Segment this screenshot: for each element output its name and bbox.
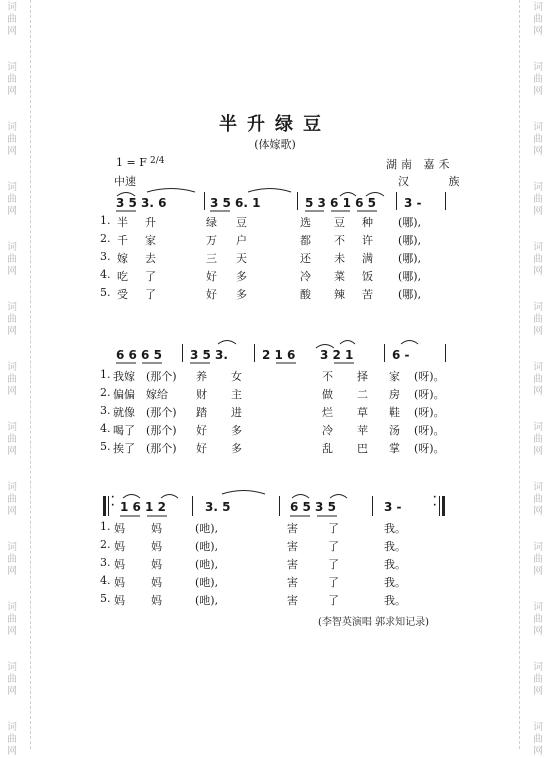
lyric-syllable: 菜 [334, 270, 345, 283]
measure: 6 - [392, 348, 410, 362]
lyric-syllable: 妈 [114, 594, 125, 607]
watermark-right: 词曲网 [533, 182, 543, 217]
watermark-right: 词曲网 [533, 2, 543, 37]
lyric-syllable: 好 [196, 424, 207, 437]
verse-number: 2. [100, 232, 111, 245]
lyric-syllable: (吔), [195, 576, 219, 589]
slur [292, 495, 309, 499]
lyric-syllable: (吔), [195, 594, 219, 607]
lyric-syllable: 妈 [151, 576, 162, 589]
lyric-syllable: 二 [357, 388, 368, 401]
lyric-syllable: 吃 [117, 270, 128, 283]
watermark-left: 词曲网 [7, 542, 17, 577]
lyric-syllable: 妈 [114, 522, 125, 535]
measure: 3 2 1 [320, 348, 354, 362]
region-credit: 湖南 嘉禾 [386, 158, 454, 171]
lyric-syllable: 做 [322, 388, 333, 401]
verse-number: 3. [100, 250, 111, 263]
measure: 1 6 1 2 [120, 500, 166, 514]
lyric-syllable: 房 [389, 388, 400, 401]
watermark-right: 词曲网 [533, 662, 543, 697]
lyric-syllable: (哪), [398, 270, 422, 283]
lyric-syllable: 家 [145, 234, 156, 247]
watermark-right: 词曲网 [533, 422, 543, 457]
verse-number: 1. [100, 214, 111, 227]
lyric-syllable: 苦 [362, 288, 373, 301]
lyric-syllable: 满 [362, 252, 373, 265]
lyric-syllable: 我。 [384, 540, 406, 553]
lyric-syllable: (那个) [146, 370, 177, 383]
lyric-syllable: 千 [117, 234, 128, 247]
lyric-syllable: 妈 [114, 540, 125, 553]
lyric-syllable: 豆 [334, 216, 345, 229]
slur [248, 189, 291, 193]
lyric-syllable: (呀)。 [414, 406, 445, 419]
measure: 5 3 6 1 6 5 [305, 196, 376, 210]
watermark-right: 词曲网 [533, 542, 543, 577]
lyric-syllable: 了 [145, 288, 156, 301]
lyric-syllable: (哪), [398, 234, 422, 247]
lyric-syllable: 种 [362, 216, 373, 229]
lyric-syllable: (那个) [146, 442, 177, 455]
lyric-syllable: 妈 [151, 522, 162, 535]
lyric-syllable: 草 [357, 406, 368, 419]
lyric-syllable: 了 [328, 576, 339, 589]
lyric-syllable: 女 [231, 370, 242, 383]
lyric-syllable: 喝了 [113, 424, 135, 437]
lyric-syllable: 三 [206, 252, 217, 265]
lyric-syllable: 汤 [389, 424, 400, 437]
measure: 3 5 3. 6 [116, 196, 167, 210]
lyric-syllable: 豆 [236, 216, 247, 229]
slur [366, 193, 384, 197]
lyric-syllable: (哪), [398, 216, 422, 229]
watermark-left: 词曲网 [7, 242, 17, 277]
measure: 6 6 6 5 [116, 348, 162, 362]
lyric-syllable: 绿 [206, 216, 217, 229]
lyric-syllable: 进 [231, 406, 242, 419]
lyric-syllable: 好 [196, 442, 207, 455]
lyric-syllable: 多 [231, 424, 242, 437]
performer-credit: (李智英演唱 郭求知记录) [318, 617, 429, 628]
lyric-syllable: 偏偏 [113, 388, 135, 401]
slur [401, 341, 418, 345]
verse-number: 1. [100, 520, 111, 533]
verse-number: 5. [100, 440, 111, 453]
lyric-syllable: 财 [196, 388, 207, 401]
lyric-syllable: 鞋 [389, 406, 400, 419]
lyric-syllable: 害 [287, 522, 298, 535]
measure: 6 5 3 5 [290, 500, 336, 514]
lyric-syllable: 多 [236, 288, 247, 301]
watermark-right: 词曲网 [533, 62, 543, 97]
lyric-syllable: 受 [117, 288, 128, 301]
verse-number: 5. [100, 286, 111, 299]
lyric-syllable: 冷 [300, 270, 311, 283]
lyric-syllable: 万 [206, 234, 217, 247]
lyric-syllable: (吔), [195, 558, 219, 571]
verse-number: 5. [100, 592, 111, 605]
lyric-syllable: 了 [328, 558, 339, 571]
lyric-syllable: 天 [236, 252, 247, 265]
lyric-syllable: (呀)。 [414, 370, 445, 383]
lyric-syllable: 害 [287, 558, 298, 571]
verse-number: 2. [100, 538, 111, 551]
watermark-right: 词曲网 [533, 482, 543, 517]
lyric-syllable: 嫁 [117, 252, 128, 265]
verse-number: 4. [100, 574, 111, 587]
lyric-syllable: (吔), [195, 522, 219, 535]
lyric-syllable: 养 [196, 370, 207, 383]
lyric-syllable: 酸 [300, 288, 311, 301]
verse-number: 4. [100, 268, 111, 281]
lyric-syllable: 未 [334, 252, 345, 265]
lyric-syllable: 许 [362, 234, 373, 247]
lyric-syllable: (吔), [195, 540, 219, 553]
repeat-dots-end: · · [433, 493, 437, 511]
lyric-syllable: 乱 [322, 442, 333, 455]
watermark-left: 词曲网 [7, 602, 17, 637]
watermark-left: 词曲网 [7, 422, 17, 457]
measure: 3. 5 [205, 500, 231, 514]
slur [340, 341, 355, 345]
measure: 3 - [404, 196, 422, 210]
lyric-syllable: 半 [117, 216, 128, 229]
watermark-right: 词曲网 [533, 602, 543, 637]
watermark-left: 词曲网 [7, 362, 17, 397]
lyric-syllable: 升 [145, 216, 156, 229]
lyric-syllable: 妈 [151, 594, 162, 607]
lyric-syllable: 了 [328, 540, 339, 553]
slur [117, 193, 135, 197]
repeat-dots-start: · · [111, 493, 115, 511]
lyric-syllable: 去 [145, 252, 156, 265]
lyric-syllable: 户 [236, 234, 247, 247]
lyric-syllable: 我嫁 [113, 370, 135, 383]
lyric-syllable: 我。 [384, 576, 406, 589]
watermark-right: 词曲网 [533, 362, 543, 397]
lyric-syllable: 还 [300, 252, 311, 265]
lyric-syllable: (呀)。 [414, 388, 445, 401]
watermark-left: 词曲网 [7, 62, 17, 97]
watermark-left: 词曲网 [7, 122, 17, 157]
lyric-syllable: 苹 [357, 424, 368, 437]
lyric-syllable: 害 [287, 594, 298, 607]
watermark-left: 词曲网 [7, 722, 17, 757]
watermark-left: 词曲网 [7, 662, 17, 697]
tempo-marking: 中速 [114, 175, 136, 188]
watermark-right: 词曲网 [533, 302, 543, 337]
lyric-syllable: 我。 [384, 522, 406, 535]
lyric-syllable: 烂 [322, 406, 333, 419]
lyric-syllable: (哪), [398, 252, 422, 265]
lyric-syllable: 家 [389, 370, 400, 383]
watermark-left: 词曲网 [7, 302, 17, 337]
verse-number: 3. [100, 404, 111, 417]
notation-credit: 汉 族 [398, 175, 478, 188]
verse-number: 2. [100, 386, 111, 399]
lyric-syllable: 不 [322, 370, 333, 383]
slur [330, 495, 347, 499]
lyric-syllable: 巴 [357, 442, 368, 455]
slur [316, 345, 334, 349]
lyric-syllable: 妈 [114, 558, 125, 571]
lyric-syllable: 不 [334, 234, 345, 247]
lyric-syllable: 择 [357, 370, 368, 383]
lyric-syllable: (那个) [146, 406, 177, 419]
watermark-left: 词曲网 [7, 2, 17, 37]
measure: 3 - [384, 500, 402, 514]
lyric-syllable: 害 [287, 576, 298, 589]
lyric-syllable: 掌 [389, 442, 400, 455]
lyric-syllable: 了 [328, 522, 339, 535]
lyric-syllable: 了 [145, 270, 156, 283]
slur [147, 189, 195, 193]
time-signature: 2/4 [150, 156, 165, 166]
measure: 3 5 6. 1 [210, 196, 261, 210]
watermark-right: 词曲网 [533, 722, 543, 757]
lyric-syllable: 好 [206, 270, 217, 283]
slur [340, 193, 356, 197]
key-signature: 1 = F [116, 156, 147, 169]
verse-number: 4. [100, 422, 111, 435]
lyric-syllable: 主 [231, 388, 242, 401]
slur [123, 495, 140, 499]
lyric-syllable: (呀)。 [414, 424, 445, 437]
verse-number: 1. [100, 368, 111, 381]
lyric-syllable: 妈 [151, 558, 162, 571]
lyric-syllable: 冷 [322, 424, 333, 437]
lyric-syllable: 了 [328, 594, 339, 607]
lyric-syllable: 就像 [113, 406, 135, 419]
slur [218, 341, 236, 345]
lyric-syllable: 选 [300, 216, 311, 229]
lyric-syllable: (哪), [398, 288, 422, 301]
measure: 2 1 6 [262, 348, 296, 362]
watermark-right: 词曲网 [533, 242, 543, 277]
lyric-syllable: 饭 [362, 270, 373, 283]
lyric-syllable: 踏 [196, 406, 207, 419]
measure: 3 5 3. [190, 348, 228, 362]
lyric-syllable: 我。 [384, 558, 406, 571]
lyric-syllable: (那个) [146, 424, 177, 437]
slur [222, 491, 265, 495]
lyric-syllable: 辣 [334, 288, 345, 301]
watermark-left: 词曲网 [7, 482, 17, 517]
lyric-syllable: 都 [300, 234, 311, 247]
lyric-syllable: 挨了 [113, 442, 135, 455]
lyric-syllable: 多 [236, 270, 247, 283]
verse-number: 3. [100, 556, 111, 569]
lyric-syllable: 嫁给 [146, 388, 168, 401]
lyric-syllable: 好 [206, 288, 217, 301]
lyric-syllable: 害 [287, 540, 298, 553]
lyric-syllable: (呀)。 [414, 442, 445, 455]
watermark-left: 词曲网 [7, 182, 17, 217]
lyric-syllable: 妈 [151, 540, 162, 553]
lyric-syllable: 我。 [384, 594, 406, 607]
lyric-syllable: 妈 [114, 576, 125, 589]
song-title: 半升绿豆 [219, 114, 331, 135]
watermark-right: 词曲网 [533, 122, 543, 157]
lyric-syllable: 多 [231, 442, 242, 455]
slur [161, 495, 178, 499]
song-subtitle: (体嫁歌) [254, 138, 296, 151]
